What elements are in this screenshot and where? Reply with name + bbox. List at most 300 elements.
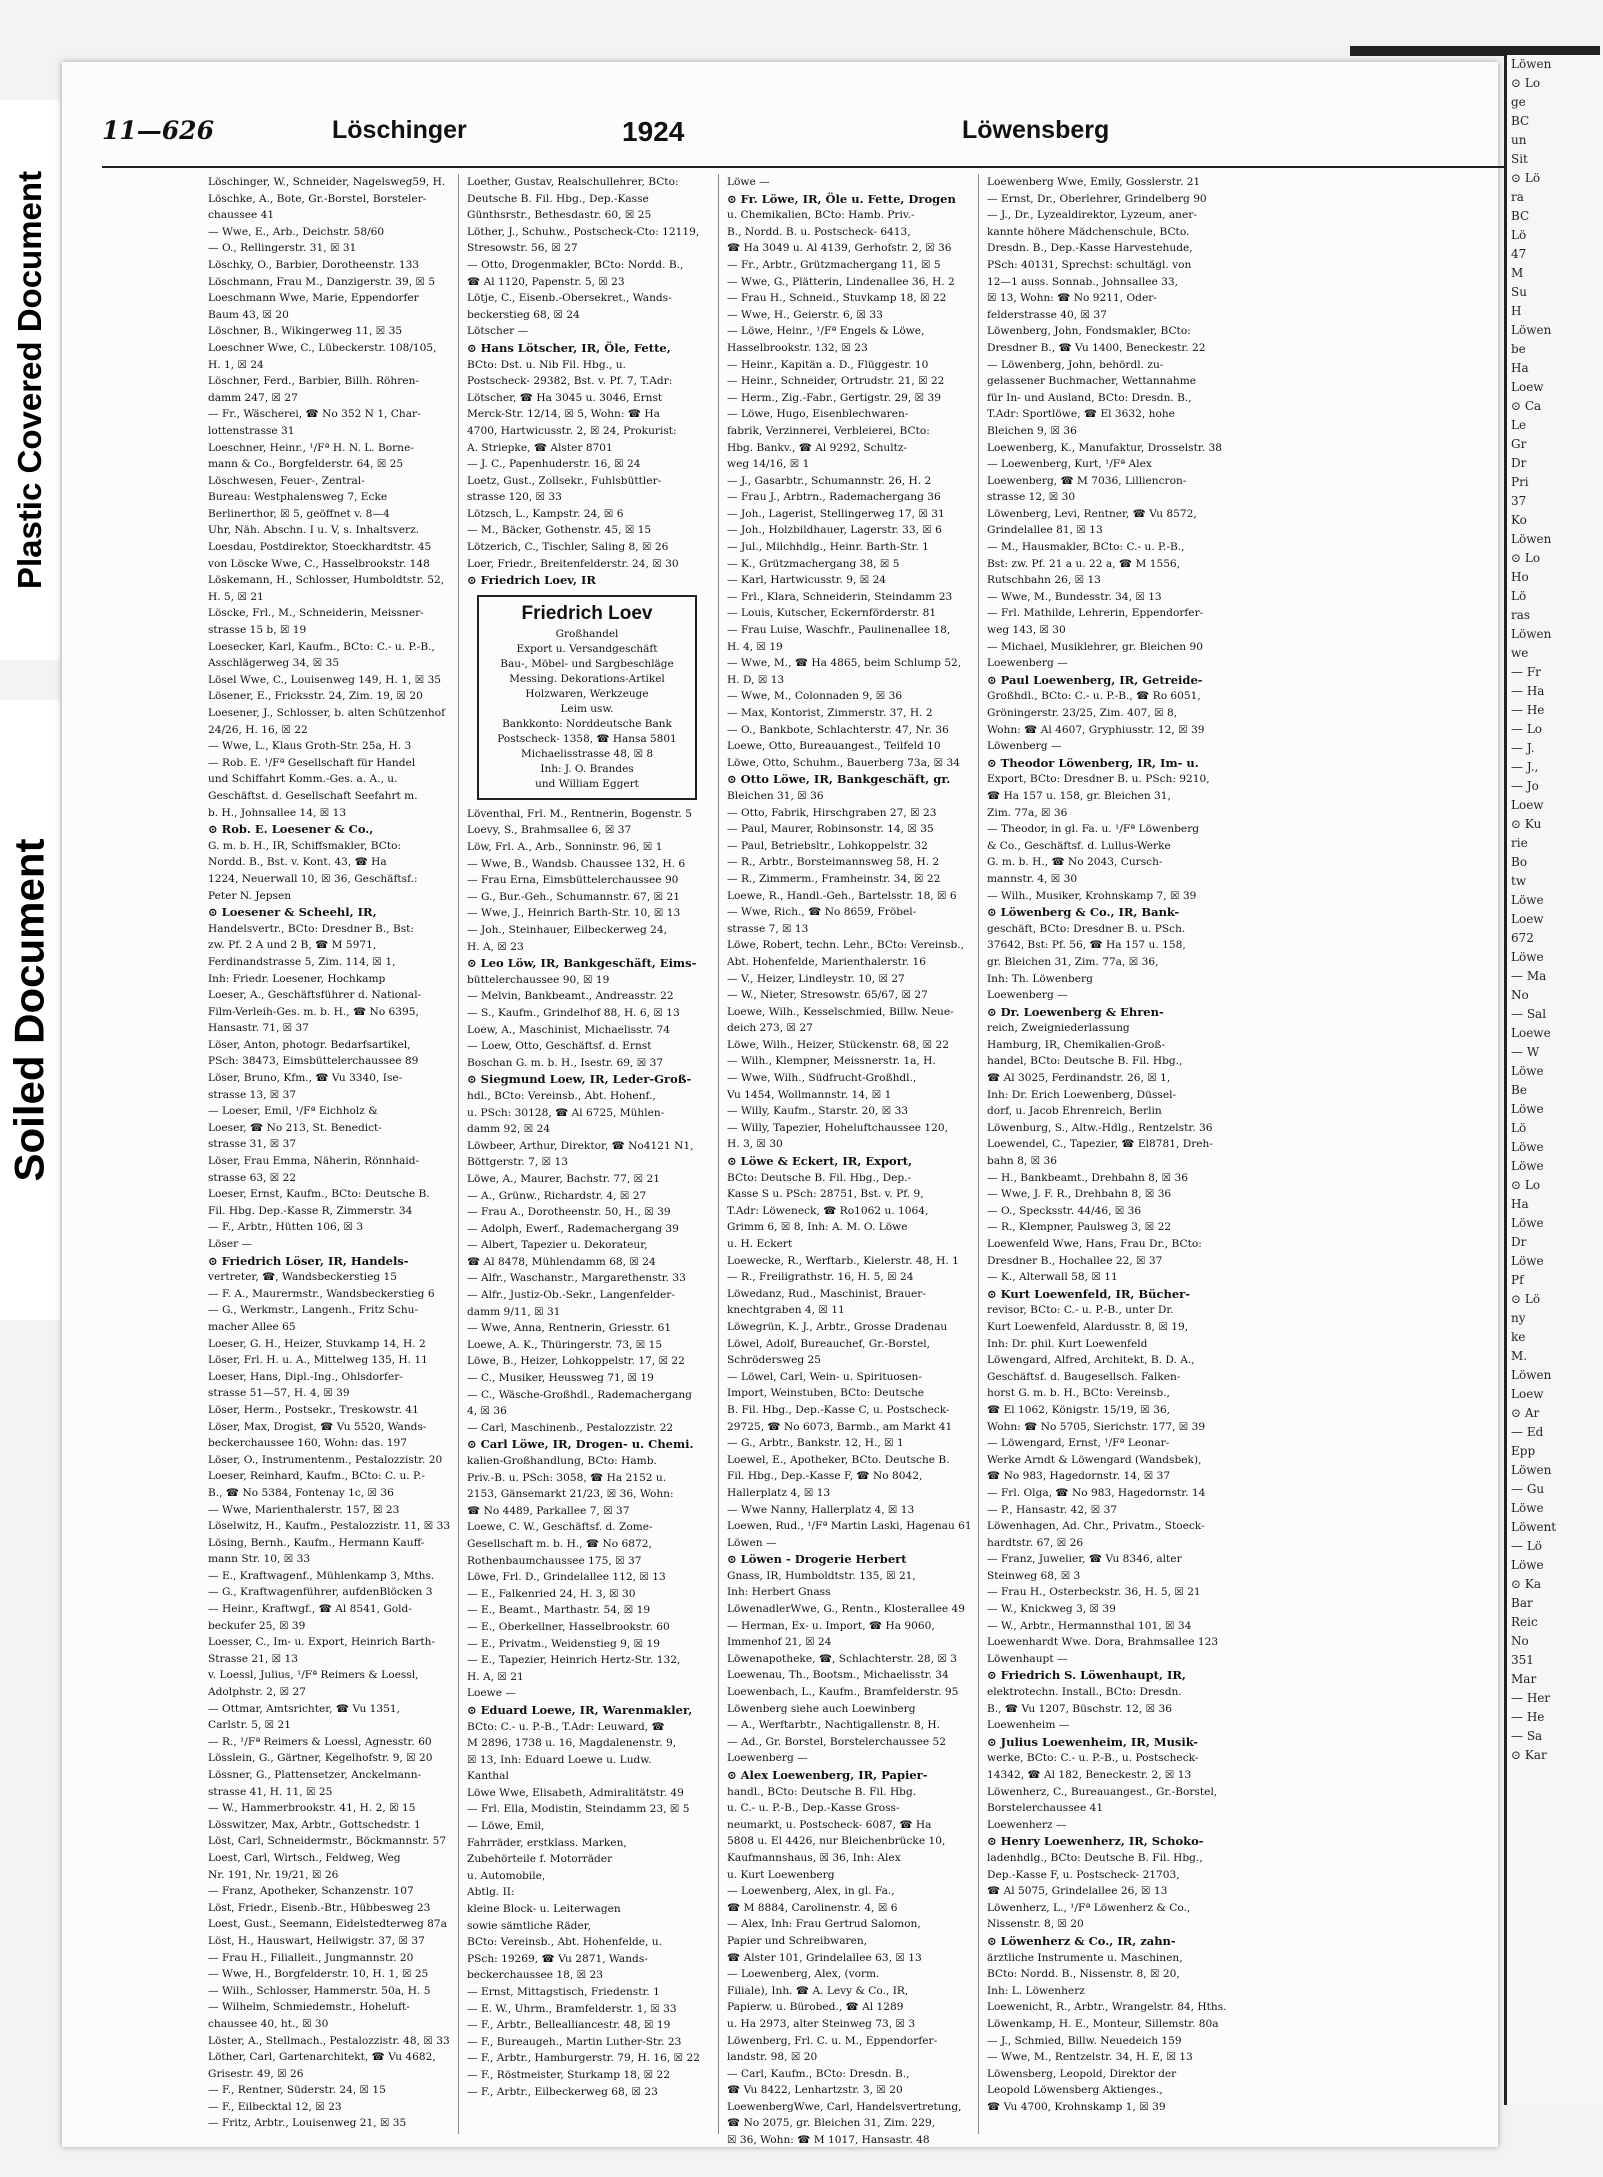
directory-entry: ⊙ Löwenherz & Co., IR, zahn-	[987, 1933, 1176, 1948]
directory-entry: — Wwe, M., Bundesstr. 34, ☒ 13	[987, 590, 1162, 603]
directory-entry: Schrödersweg 25	[727, 1354, 821, 1367]
next-page-fragment: un	[1511, 133, 1527, 147]
directory-entry: Löser, O., Instrumentenm., Pestalozzistr. 20	[208, 1453, 443, 1466]
directory-entry: — Ernst, Dr., Oberlehrer, Grindelberg 90	[987, 192, 1207, 205]
directory-entry: Loewenberg, K., Manufaktur, Drosselstr. 38	[987, 441, 1222, 454]
directory-entry: BCto: Deutsche B. Fil. Hbg., Dep.-	[727, 1171, 912, 1184]
next-page-fragment: Loew	[1511, 1387, 1544, 1401]
directory-entry: Loewe, A. K., Thüringerstr. 73, ☒ 15	[467, 1338, 663, 1351]
next-page-fragment: Ha	[1511, 361, 1529, 375]
directory-entry: Inh: Dr. Erich Loewenberg, Düssel-	[987, 1088, 1177, 1101]
next-page-fragment: — Ed	[1511, 1425, 1544, 1439]
directory-entry: ⊙ Otto Löwe, IR, Bankgeschäft, gr.	[727, 772, 951, 787]
directory-entry: Loewenau, Th., Bootsm., Michaelisstr. 34	[727, 1669, 949, 1682]
directory-entry: Stresowstr. 56, ☒ 27	[467, 242, 578, 255]
directory-entry: Löst, Carl, Schneidermstr., Böckmannstr. 57	[208, 1835, 447, 1848]
directory-entry: ⊙ Eduard Loewe, IR, Warenmakler,	[467, 1702, 693, 1717]
directory-entry: Löwenberg, Frl. C. u. M., Eppendorfer-	[727, 2034, 938, 2047]
next-page-fragment: Löwe	[1511, 1159, 1544, 1173]
directory-entry: damm 92, ☒ 24	[467, 1123, 551, 1136]
directory-entry: Priv.-B. u. PSch: 3058, ☎ Ha 2152 u.	[467, 1471, 667, 1484]
directory-entry: — Fritz, Arbtr., Louisenweg 21, ☒ 35	[208, 2117, 407, 2130]
directory-entry: ☎ Al 1120, Papenstr. 5, ☒ 23	[467, 275, 625, 288]
directory-entry: Werke Arndt & Löwengard (Wandsbek),	[987, 1453, 1202, 1466]
next-page-fragment: Lö	[1511, 228, 1527, 242]
directory-entry: Löwe, Robert, techn. Lehr., BCto: Vereinsb.,	[727, 939, 965, 952]
directory-entry: H. 3, ☒ 30	[727, 1138, 783, 1151]
directory-entry: Strasse 21, ☒ 13	[208, 1652, 298, 1665]
directory-entry: — E. W., Uhrm., Bramfelderstr. 1, ☒ 33	[467, 2002, 677, 2015]
directory-entry: Lötzerich, C., Tischler, Saling 8, ☒ 26	[467, 541, 669, 554]
directory-entry: Nissenstr. 8, ☒ 20	[987, 1918, 1084, 1931]
next-page-fragment: M	[1511, 266, 1524, 280]
directory-entry: Kanthal	[467, 1770, 509, 1783]
directory-entry: — M., Bäcker, Gothenstr. 45, ☒ 15	[467, 524, 652, 537]
directory-entry: ⊙ Löwenberg & Co., IR, Bank-	[987, 905, 1180, 920]
directory-entry: Löskemann, H., Schlosser, Humboldtstr. 52,	[208, 574, 445, 587]
directory-entry: Loeser, G. H., Heizer, Stuvkamp 14, H. 2	[208, 1337, 426, 1350]
directory-entry: B., ☎ No 5384, Fontenay 1c, ☒ 36	[208, 1486, 394, 1499]
directory-entry: ⊙ Julius Loewenheim, IR, Musik-	[987, 1734, 1199, 1749]
directory-columns	[148, 174, 1573, 2147]
directory-entry: Löser, Frl. H. u. A., Mittelweg 135, H. 11	[208, 1354, 428, 1367]
directory-entry: — E., Kraftwagenf., Mühlenkamp 3, Mths.	[208, 1569, 435, 1582]
directory-entry: ☎ Alster 101, Grindelallee 63, ☒ 13	[727, 1951, 922, 1964]
directory-entry: Loer, Friedr., Breitenfelderstr. 24, ☒ 30	[467, 557, 679, 570]
directory-entry: — Löwe, Hugo, Eisenblechwaren-	[727, 408, 909, 421]
directory-entry: — Frau J., Arbtrn., Rademachergang 36	[727, 491, 941, 504]
directory-page	[62, 62, 1498, 2147]
directory-entry: 4, ☒ 36	[467, 1405, 507, 1418]
directory-entry: u. Kurt Loewenberg	[727, 1868, 835, 1881]
next-page-fragment: Loew	[1511, 380, 1544, 394]
directory-entry: ärztliche Instrumente u. Maschinen,	[987, 1951, 1183, 1964]
directory-entry: Löwenberg siehe auch Loewinberg	[727, 1702, 916, 1715]
directory-entry: — J., Dr., Lyzealdirektor, Lyzeum, aner-	[987, 209, 1197, 222]
directory-entry: ☎ M 8884, Carolinenstr. 4, ☒ 6	[727, 1901, 898, 1914]
next-page-fragment: — W	[1511, 1045, 1540, 1059]
directory-entry: Loesser, C., Im- u. Export, Heinrich Barth-	[208, 1636, 436, 1649]
next-page-fragment: ⊙ Kar	[1511, 1748, 1547, 1762]
directory-entry: damm 9/11, ☒ 31	[467, 1305, 561, 1318]
directory-entry: — F., Arbtr., Hütten 106, ☒ 3	[208, 1221, 364, 1234]
directory-entry: Nr. 191, Nr. 19/21, ☒ 26	[208, 1868, 339, 1881]
directory-entry: Löventhal, Frl. M., Rentnerin, Bogenstr. 5	[467, 807, 693, 820]
next-page-fragment: ny	[1511, 1311, 1526, 1325]
next-page-fragment: Lö	[1511, 589, 1527, 603]
directory-entry: — Joh., Holzbildhauer, Lagerstr. 33, ☒ 6	[727, 524, 942, 537]
directory-entry: ☎ No 2075, gr. Bleichen 31, Zim. 229,	[727, 2117, 936, 2130]
directory-entry: — E., Falkenried 24, H. 3, ☒ 30	[467, 1587, 636, 1600]
directory-entry: 14342, ☎ Al 182, Beneckestr. 2, ☒ 13	[987, 1769, 1192, 1781]
directory-entry: Großhdl., BCto: C.- u. P.-B., ☎ Ro 6051,	[987, 690, 1201, 703]
directory-entry: Löschwesen, Feuer-, Zentral-	[208, 474, 365, 487]
directory-entry: — F. A., Maurermstr., Wandsbeckerstieg 6	[208, 1287, 435, 1300]
directory-entry: — Löwel, Carl, Wein- u. Spirituosen-	[727, 1370, 922, 1383]
directory-entry: Löwe —	[727, 176, 770, 188]
directory-entry: Geschäftst. d. Gesellschaft Seefahrt m.	[208, 789, 418, 802]
directory-entry: hardtstr. 67, ☒ 26	[987, 1536, 1084, 1549]
next-page-fragment: Bo	[1511, 855, 1528, 869]
directory-entry: — Carl, Kaufm., BCto: Dresdn. B.,	[727, 2067, 910, 2080]
next-page-fragment: ⊙ Lo	[1511, 76, 1541, 90]
next-page-fragment: Gr	[1511, 437, 1527, 451]
directory-entry: Wohn: ☎ Al 4607, Gryphiusstr. 12, ☒ 39	[987, 723, 1205, 736]
directory-entry: Löser, Frau Emma, Näherin, Rönnhaid-	[208, 1155, 420, 1168]
directory-entry: — O., Rellingerstr. 31, ☒ 31	[208, 242, 357, 255]
directory-entry: — K., Grützmachergang 38, ☒ 5	[727, 557, 900, 570]
directory-entry: — R., Zimmerm., Framheinstr. 34, ☒ 22	[727, 872, 941, 885]
directory-entry: Immenhof 21, ☒ 24	[727, 1636, 832, 1649]
directory-entry: Rutschbahn 26, ☒ 13	[987, 574, 1101, 587]
directory-entry: strasse 51—57, H. 4, ☒ 39	[208, 1387, 350, 1400]
directory-entry: Loew, A., Maschinist, Michaelisstr. 74	[467, 1023, 670, 1036]
directory-entry: Löschinger, W., Schneider, Nagelsweg59, H.	[208, 176, 446, 188]
directory-entry: — Alex, Inh: Frau Gertrud Salomon,	[727, 1918, 921, 1931]
next-page-fragment: ras	[1511, 608, 1531, 622]
soiled-document-label: Soiled Document	[0, 700, 60, 1320]
directory-entry: Böttgerstr. 7, ☒ 13	[467, 1156, 568, 1169]
directory-entry: Loewe, C. W., Geschäftsf. d. Zome-	[467, 1521, 653, 1534]
directory-entry: Berlinerthor, ☒ 5, geöffnet v. 8—4	[208, 507, 390, 520]
directory-entry: — M., Hausmakler, BCto: C.- u. P.-B.,	[987, 541, 1185, 554]
next-page-fragment: H	[1511, 304, 1522, 318]
directory-entry: Löser, Anton, photogr. Bedarfsartikel,	[208, 1038, 411, 1051]
directory-entry: Kurt Loewenfeld, Alardusstr. 8, ☒ 19,	[987, 1320, 1189, 1333]
directory-entry: ☎ Vu 4700, Krohnskamp 1, ☒ 39	[987, 2100, 1166, 2113]
next-page-fragment: Loew	[1511, 798, 1544, 812]
next-page-fragment: 351	[1511, 1653, 1534, 1667]
directory-entry: — Wwe, Rich., ☎ No 8659, Fröbel-	[727, 906, 917, 919]
last-entry-heading: Löwensberg	[962, 116, 1110, 144]
directory-entry: — Wilh., Klempner, Meissnerstr. 1a, H.	[727, 1055, 936, 1068]
directory-entry: strasse 31, ☒ 37	[208, 1138, 297, 1151]
directory-entry: ⊙ Siegmund Loew, IR, Leder-Groß-	[467, 1072, 692, 1087]
directory-entry: Fahrräder, erstklass. Marken,	[467, 1836, 627, 1849]
directory-entry: — O., Bankbote, Schlachterstr. 47, Nr. 36	[727, 723, 949, 736]
directory-entry: Loewendel, C., Tapezier, ☎ El8781, Dreh-	[987, 1138, 1213, 1151]
directory-entry: chaussee 41	[208, 209, 275, 222]
directory-entry: H. 4, ☒ 19	[727, 640, 783, 653]
directory-entry: — Karl, Hartwicusstr. 9, ☒ 24	[727, 574, 887, 587]
directory-entry: — Löwe, Emil,	[467, 1820, 545, 1833]
directory-entry: mann & Co., Borgfelderstr. 64, ☒ 25	[208, 458, 404, 471]
directory-entry: strasse 120, ☒ 33	[467, 491, 562, 504]
next-page-fragment: ⊙ Lo	[1511, 551, 1541, 565]
directory-entry: — Paul, Betriebsltr., Lohkoppelstr. 32	[727, 839, 928, 852]
directory-entry: Loewe, Otto, Bureauangest., Teilfeld 10	[727, 740, 941, 753]
directory-entry: — Wwe, M., ☎ Ha 4865, beim Schlump 52,	[727, 657, 962, 670]
directory-entry: B., Nordd. B. u. Postscheck- 6413,	[727, 225, 911, 238]
directory-entry: ⊙ Friedrich Löser, IR, Handels-	[208, 1253, 409, 1268]
directory-entry: — Michael, Musiklehrer, gr. Bleichen 90	[987, 640, 1203, 653]
directory-entry: Löwen —	[727, 1536, 777, 1549]
directory-entry: — W., Hammerbrookstr. 41, H. 2, ☒ 15	[208, 1802, 416, 1815]
page-number: 11—626	[102, 116, 214, 145]
directory-entry: — V., Heizer, Lindleystr. 10, ☒ 27	[727, 972, 905, 985]
directory-entry: 12—1 auss. Sonnab., Johnsallee 33,	[987, 275, 1178, 288]
directory-entry: Löwe, Otto, Schuhm., Bauerberg 73a, ☒ 34	[727, 756, 961, 769]
directory-entry: Löwensberg, Leopold, Direktor der	[987, 2067, 1177, 2080]
directory-entry: Löser —	[208, 1238, 253, 1250]
directory-entry: — Wwe, E., Arb., Deichstr. 58/60	[208, 225, 385, 238]
directory-entry: — Frl., Klara, Schneiderin, Steindamm 23	[727, 590, 953, 603]
directory-entry: Löwenapotheke, ☎, Schlachterstr. 28, ☒ 3	[727, 1652, 957, 1665]
advertisement-line: Holzwaren, Werkzeuge	[525, 687, 649, 700]
directory-entry: Loewenhardt Wwe. Dora, Brahmsallee 123	[987, 1636, 1219, 1649]
next-page-fragment: Löwe	[1511, 950, 1544, 964]
directory-entry: ⊙ Dr. Loewenberg & Ehren-	[987, 1004, 1164, 1019]
next-page-fragment: — Jo	[1511, 779, 1539, 793]
next-page-fragment: No	[1511, 988, 1529, 1002]
directory-entry: Loewenicht, R., Arbtr., Wrangelstr. 84, Hths.	[987, 2001, 1227, 2014]
next-page-fragment: — He	[1511, 703, 1545, 717]
directory-entry: ☒ 13, Wohn: ☎ No 9211, Oder-	[987, 292, 1157, 305]
directory-entry: Inh: Dr. phil. Kurt Loewenfeld	[987, 1337, 1148, 1350]
next-page-fragment: Dr	[1511, 456, 1527, 470]
directory-entry: BCto: Dst. u. Nib Fil. Hbg., u.	[467, 358, 626, 371]
directory-entry: — F., Bureaugeh., Martin Luther-Str. 23	[467, 2035, 682, 2048]
next-page-fragment: Löwent	[1511, 1520, 1557, 1534]
directory-entry: — A., Werftarbtr., Nachtigallenstr. 8, H.	[727, 1719, 941, 1732]
directory-entry: dorf, u. Jacob Ehrenreich, Berlin	[987, 1105, 1162, 1118]
directory-entry: Borstelerchaussee 41	[987, 1802, 1104, 1815]
directory-entry: — J. C., Papenhuderstr. 16, ☒ 24	[467, 458, 641, 471]
directory-entry: Loesener, J., Schlosser, b. alten Schützenhof	[208, 707, 446, 719]
directory-entry: ⊙ Hans Lötscher, IR, Öle, Fette,	[467, 340, 671, 355]
directory-entry: Abt. Hohenfelde, Marienthalerstr. 16	[727, 955, 926, 968]
directory-entry: Loeschner, Heinr., ¹/Fª H. N. L. Borne-	[208, 441, 414, 454]
advertisement-line: Bau-, Möbel- und Sargbeschläge	[500, 657, 674, 670]
directory-entry: ☎ Al 3025, Ferdinandstr. 26, ☒ 1,	[987, 1072, 1171, 1085]
column-2	[458, 174, 702, 2134]
directory-entry: Loewenberg, ☎ M 7036, Lilliencron-	[987, 474, 1187, 487]
directory-entry: — C., Musiker, Heussweg 71, ☒ 19	[467, 1372, 654, 1385]
directory-entry: — Wwe, L., Klaus Groth-Str. 25a, H. 3	[208, 740, 412, 753]
directory-entry: Bureau: Westphalensweg 7, Ecke	[208, 491, 388, 504]
directory-entry: Film-Verleih-Ges. m. b. H., ☎ No 6395,	[208, 1005, 419, 1018]
directory-entry: Loether, Gustav, Realschullehrer, BCto:	[467, 176, 679, 188]
directory-entry: Löwenhagen, Ad. Chr., Privatm., Stoeck-	[987, 1520, 1205, 1533]
next-page-fragment: Ha	[1511, 1197, 1529, 1211]
directory-entry: BCto: Nordd. B., Nissenstr. 8, ☒ 20,	[987, 1968, 1180, 1981]
directory-entry: vertreter, ☎, Wandsbeckerstieg 15	[208, 1271, 398, 1284]
directory-entry: — Franz, Apotheker, Schanzenstr. 107	[208, 1885, 414, 1898]
directory-entry: — H., Bankbeamt., Drehbahn 8, ☒ 36	[987, 1171, 1188, 1184]
directory-entry: Peter N. Jepsen	[208, 889, 292, 902]
next-page-fragment: Le	[1511, 418, 1527, 432]
directory-entry: Löser, Bruno, Kfm., ☎ Vu 3340, Ise-	[208, 1072, 403, 1085]
directory-entry: ⊙ Löwe & Eckert, IR, Export,	[727, 1154, 913, 1169]
directory-entry: ☎ Al 8478, Mühlendamm 68, ☒ 24	[467, 1255, 656, 1268]
directory-entry: lottenstrasse 31	[208, 424, 295, 437]
directory-entry: LöwenadlerWwe, G., Rentn., Klosterallee 49	[727, 1603, 965, 1616]
directory-entry: — Herm., Zig.-Fabr., Gertigstr. 29, ☒ 39	[727, 391, 941, 404]
next-page-fragment: we	[1511, 646, 1529, 660]
next-page-fragment: Löwe	[1511, 1064, 1544, 1078]
directory-entry: ⊙ Leo Löw, IR, Bankgeschäft, Eims-	[467, 956, 697, 971]
directory-entry: Postscheck- 29382, Bst. v. Pf. 7, T.Adr:	[467, 375, 673, 388]
directory-entry: reich, Zweigniederlassung	[987, 1022, 1130, 1035]
directory-entry: Löser, Max, Drogist, ☎ Vu 5520, Wands-	[208, 1420, 427, 1433]
directory-entry: ⊙ Kurt Loewenfeld, IR, Bücher-	[987, 1286, 1190, 1301]
directory-entry: Loesecker, Karl, Kaufm., BCto: C.- u. P.-B.,	[208, 640, 435, 653]
plastic-covered-label: Plastic Covered Document	[0, 100, 60, 660]
directory-entry: Papierw. u. Bürobed., ☎ Al 1289	[727, 2001, 904, 2014]
directory-entry: beckerchaussee 160, Wohn: das. 197	[208, 1437, 407, 1450]
next-page-fragment: Loewe	[1511, 1026, 1551, 1040]
directory-entry: — Wwe, J. F. R., Drehbahn 8, ☒ 36	[987, 1188, 1172, 1201]
directory-entry: Löscke, Frl., M., Schneiderin, Meissner-	[208, 607, 424, 620]
directory-entry: T.Adr: Löweneck, ☎ Ro1062 u. 1064,	[727, 1204, 929, 1217]
directory-entry: Abtlg. II:	[467, 1886, 515, 1899]
directory-entry: — Fr., Arbtr., Grützmachergang 11, ☒ 5	[727, 258, 941, 271]
directory-entry: Löwedanz, Rud., Maschinist, Brauer-	[727, 1287, 926, 1300]
directory-entry: — F., Arbtr., Eilbeckerweg 68, ☒ 23	[467, 2085, 658, 2098]
directory-entry: — Wwe, Anna, Rentnerin, Griesstr. 61	[467, 1322, 672, 1335]
directory-entry: Loewe, R., Handl.-Geh., Bartelsstr. 18, ☒ 6	[727, 889, 957, 902]
directory-entry: Lösel Wwe, C., Louisenweg 149, H. 1, ☒ 35	[208, 673, 442, 686]
directory-entry: H. 1, ☒ 24	[208, 358, 264, 371]
directory-entry: Loewenberg Wwe, Emily, Gosslerstr. 21	[987, 176, 1201, 188]
directory-entry: Löselwitz, H., Kaufm., Pestalozzistr. 11, ☒ 33	[208, 1520, 451, 1533]
next-page-fragment: Loew	[1511, 912, 1544, 926]
directory-entry: Löther, J., Schuhw., Postscheck-Cto: 12119,	[467, 225, 700, 238]
directory-entry: Loetz, Gust., Zollsekr., Fuhlsbüttler-	[467, 474, 662, 487]
directory-entry: — J., Schmied, Billw. Neuedeich 159	[987, 2034, 1182, 2047]
directory-entry: — Rob. E. ¹/Fª Gesellschaft für Handel	[208, 756, 416, 769]
directory-entry: Löwenberg, Levi, Rentner, ☎ Vu 8572,	[987, 507, 1197, 520]
directory-entry: PSch: 19269, ☎ Vu 2871, Wands-	[467, 1952, 648, 1965]
directory-entry: Nordd. B., Bst. v. Kont. 43, ☎ Ha	[208, 856, 387, 869]
directory-entry: 4700, Hartwicusstr. 2, ☒ 24, Prokurist:	[467, 424, 677, 437]
next-page-fragment: tw	[1511, 874, 1527, 888]
directory-entry: — Albert, Tapezier u. Dekorateur,	[467, 1239, 648, 1252]
directory-entry: PSch: 40131, Sprechst: schultägl. von	[987, 258, 1192, 271]
directory-entry: Handelsvertr., BCto: Dresdner B., Bst:	[208, 922, 414, 935]
directory-entry: chaussee 40, ht., ☒ 30	[208, 2017, 329, 2030]
directory-entry: 24/26, H. 16, ☒ 22	[208, 723, 308, 736]
directory-entry: Lötscher —	[467, 325, 529, 338]
next-page-fragment: — Fr	[1511, 665, 1541, 679]
directory-entry: weg 14/16, ☒ 1	[727, 458, 810, 471]
directory-entry: — R., Klempner, Paulsweg 3, ☒ 22	[987, 1221, 1172, 1234]
directory-entry: handel, BCto: Deutsche B. Fil. Hbg.,	[987, 1055, 1183, 1068]
directory-entry: Löwe, B., Heizer, Lohkoppelstr. 17, ☒ 22	[467, 1355, 685, 1368]
header-rule	[102, 166, 1507, 168]
directory-entry: ☎ Ha 3049 u. Al 4139, Gerhofstr. 2, ☒ 36	[727, 242, 952, 255]
directory-entry: — G., Arbtr., Bankstr. 12, H., ☒ 1	[727, 1437, 904, 1450]
directory-entry: — Frl. Mathilde, Lehrerin, Eppendorfer-	[987, 607, 1204, 620]
directory-entry: Loest, Gust., Seemann, Eidelstedterweg 87a	[208, 1918, 447, 1931]
directory-entry: & Co., Geschäftsf. d. Lullus-Werke	[987, 839, 1171, 852]
directory-entry: — Frau H., Osterbeckstr. 36, H. 5, ☒ 21	[987, 1586, 1201, 1599]
directory-entry: Fil. Hbg., Dep.-Kasse F, ☎ No 8042,	[727, 1470, 923, 1483]
next-page-fragment: ⊙ Ka	[1511, 1577, 1541, 1591]
directory-entry: Inh: Friedr. Loesener, Hochkamp	[208, 972, 386, 985]
directory-entry: hdl., BCto: Vereinsb., Abt. Hohenf.,	[467, 1089, 656, 1102]
directory-entry: Papier und Schreibwaren,	[727, 1934, 868, 1947]
directory-entry: ⊙ Friedrich Loev, IR	[467, 573, 596, 588]
directory-entry: ☎ Vu 8422, Lenhartzstr. 3, ☒ 20	[727, 2084, 903, 2097]
directory-entry: Löwenberg —	[987, 740, 1062, 753]
directory-entry: 1224, Neuerwall 10, ☒ 36, Geschäftsf.:	[208, 872, 418, 885]
directory-entry: Loeser, A., Geschäftsführer d. National-	[208, 989, 422, 1002]
next-page-fragment: Dr	[1511, 1235, 1527, 1249]
directory-entry: Adolphstr. 2, ☒ 27	[208, 1686, 306, 1699]
directory-entry: u. C.- u. P.-B., Dep.-Kasse Gross-	[727, 1802, 900, 1815]
directory-entry: Export, BCto: Dresdner B. u. PSch: 9210,	[987, 773, 1210, 786]
next-page-fragment: M.	[1511, 1349, 1528, 1363]
next-page-fragment: Löwe	[1511, 1254, 1544, 1268]
directory-entry: — F., Arbtr., Bellealliancestr. 48, ☒ 19	[467, 2019, 671, 2032]
directory-entry: Löser, Herm., Postsekr., Treskowstr. 41	[208, 1403, 419, 1416]
directory-entry: — Löwenberg, John, behördl. zu-	[987, 358, 1164, 371]
directory-entry: — Joh., Steinhauer, Eilbeckerweg 24,	[467, 924, 667, 936]
next-page-fragment: Löwen	[1511, 1368, 1552, 1382]
directory-entry: v. Loessl, Julius, ¹/Fª Reimers & Loessl,	[208, 1669, 419, 1682]
directory-entry: — Heinr., Kapitän a. D., Flüggestr. 10	[727, 358, 929, 371]
directory-entry: — Wilhelm, Schmiedemstr., Hoheluft-	[208, 2001, 410, 2014]
directory-entry: — Ottmar, Amtsrichter, ☎ Vu 1351,	[208, 1702, 400, 1715]
directory-entry: Löwenburg, S., Altw.-Hdlg., Rentzelstr. 36	[987, 1121, 1213, 1134]
directory-entry: ☒ 13, Inh: Eduard Loewe u. Ludw.	[467, 1753, 652, 1766]
directory-entry: — F., Eilbecktal 12, ☒ 23	[208, 2100, 342, 2113]
advertisement-line: Messing. Dekorations-Artikel	[509, 672, 665, 685]
directory-entry: Filiale), Inh. ☎ A. Levy & Co., IR,	[727, 1984, 909, 1997]
directory-entry: 2153, Gänsemarkt 21/23, ☒ 36, Wohn:	[467, 1488, 674, 1501]
directory-entry: Loeser, Hans, Dipl.-Ing., Ohlsdorfer-	[208, 1370, 403, 1383]
directory-entry: Hallerplatz 4, ☒ 13	[727, 1486, 831, 1499]
directory-entry: — R., Freiligrathstr. 16, H. 5, ☒ 24	[727, 1271, 914, 1284]
column-3	[718, 174, 972, 2147]
directory-entry: u. Chemikalien, BCto: Hamb. Priv.-	[727, 209, 915, 222]
directory-entry: Lösing, Bernh., Kaufm., Hermann Kauff-	[208, 1536, 425, 1549]
directory-entry: ⊙ Paul Loewenberg, IR, Getreide-	[987, 672, 1203, 687]
directory-entry: werke, BCto: C.- u. P.-B., u. Postscheck-	[987, 1752, 1199, 1765]
next-page-fragment: ⊙ Lo	[1511, 1178, 1541, 1192]
directory-entry: beckerchaussee 18, ☒ 23	[467, 1969, 603, 1982]
directory-entry: Löster, A., Stellmach., Pestalozzistr. 48, ☒ 33	[208, 2034, 450, 2047]
directory-entry: — Adolph, Ewerf., Rademachergang 39	[467, 1222, 679, 1235]
directory-entry: ladenhdlg., BCto: Deutsche B. Fil. Hbg.,	[987, 1851, 1203, 1864]
advertisement-line: Export u. Versandgeschäft	[516, 642, 658, 655]
directory-entry: Löst, H., Hauswart, Heilwigstr. 37, ☒ 37	[208, 1934, 425, 1947]
directory-entry: Löw, Frl. A., Arb., Sonninstr. 96, ☒ 1	[467, 841, 663, 854]
directory-entry: — Theodor, in gl. Fa. u. ¹/Fª Löwenberg	[987, 823, 1200, 836]
advertisement-line: Großhandel	[555, 627, 619, 640]
directory-entry: — E., Privatm., Weidenstieg 9, ☒ 19	[467, 1637, 660, 1650]
directory-entry: Vu 1454, Wollmannstr. 14, ☒ 1	[727, 1088, 892, 1101]
directory-entry: 29725, ☎ No 6073, Barmb., am Markt 41	[727, 1420, 953, 1433]
next-page-fragment: — J.,	[1511, 760, 1539, 774]
directory-entry: Wohn: ☎ No 5705, Sierichstr. 177, ☒ 39	[987, 1420, 1206, 1433]
next-page-fragment: Löwe	[1511, 893, 1544, 907]
directory-entry: — K., Alterwall 58, ☒ 11	[987, 1271, 1118, 1284]
directory-entry: Lössner, G., Plattensetzer, Anckelmann-	[208, 1769, 422, 1781]
page-header	[102, 116, 1182, 156]
directory-entry: Löschmann, Frau M., Danzigerstr. 39, ☒ 5	[208, 275, 436, 288]
directory-entry: büttelerchaussee 90, ☒ 19	[467, 973, 610, 986]
advertisement-line: Bankkonto: Norddeutsche Bank	[502, 717, 672, 730]
next-page-fragment: — Lö	[1511, 1539, 1543, 1553]
directory-entry: — Wwe, G., Plätterin, Lindenallee 36, H. 2	[727, 275, 955, 288]
directory-entry: revisor, BCto: C.- u. P.-B., unter Dr.	[987, 1304, 1174, 1317]
directory-entry: macher Allee 65	[208, 1320, 296, 1333]
directory-entry: Dresdner B., ☎ Vu 1400, Beneckestr. 22	[987, 341, 1206, 354]
directory-entry: ⊙ Löwen - Drogerie Herbert	[727, 1552, 907, 1567]
directory-entry: u. PSch: 30128, ☎ Al 6725, Mühlen-	[467, 1106, 665, 1119]
